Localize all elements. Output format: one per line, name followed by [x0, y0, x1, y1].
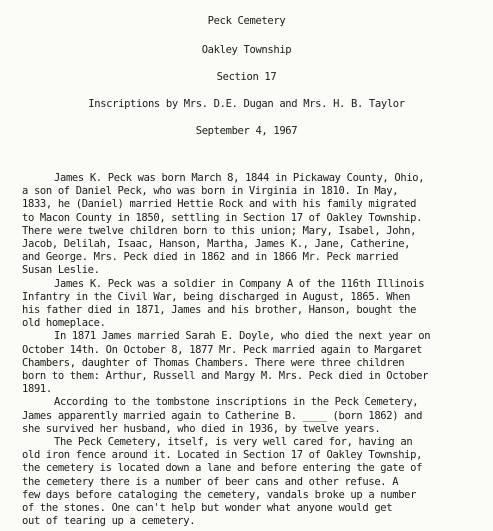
body-line: James K. Peck was a soldier in Company A of the 116th Illinois [54, 277, 425, 290]
document-title: Peck Cemetery [207, 15, 286, 27]
body-line: out of tearing up a cemetery. [22, 515, 196, 528]
body-line: Chambers, daughter of Thomas Chambers. There were three children [22, 356, 405, 369]
body-line: 1891. [22, 383, 52, 396]
body-line: James apparently married again to Catherine B. ____ (born 1862) and [22, 409, 423, 422]
body-line: There were twelve children born to this union; Mary, Isabel, John, [22, 224, 417, 237]
body-line: few days before cataloging the cemetery, vandals broke up a number [22, 488, 417, 501]
body-line: According to the tombstone inscriptions in the Peck Cemetery, [54, 396, 419, 409]
inscriptions-credit: Inscriptions by Mrs. D.E. Dugan and Mrs. H. B. Taylor [88, 98, 405, 110]
body-line: In 1871 James married Sarah E. Doyle, who died the next year on [54, 330, 431, 343]
body-line: The Peck Cemetery, itself, is very well cared for, having an [54, 436, 413, 448]
body-line: his father died in 1871, James and his brother, Hanson, bought the [22, 304, 417, 316]
body-line: the cemetery there is a number of beer cans and other refuse. A [22, 475, 399, 488]
body-line: Infantry in the Civil War, being discharged in August, 1865. When [22, 290, 411, 303]
body-line: born to them: Arthur, Russell and Margy M. Mrs. Peck died in October [22, 370, 429, 382]
body-line: old iron fence around it. Located in Section 17 of Oakley Township, [22, 449, 423, 462]
township-heading: Oakley Township [201, 44, 292, 56]
body-line: a son of Daniel Peck, who was born in Virginia in 1810. In May, [22, 185, 399, 198]
body-line: James K. Peck was born March 8, 1844 in Pickaway County, Ohio, [54, 172, 425, 184]
body-line: of the stones. One can't help but wonder what anyone would get [22, 502, 393, 514]
body-line: Jacob, Delilah, Isaac, Hanson, Martha, James K., Jane, Catherine, [22, 238, 411, 250]
body-line: the cemetery is located down a lane and before entering the gate of [22, 462, 423, 475]
section-heading: Section 17 [216, 71, 277, 83]
body-line: to Macon County in 1850, settling in Section 17 of Oakley Township. [22, 211, 423, 224]
document-date: September 4, 1967 [195, 125, 298, 137]
body-line: she survived her husband, who died in 1936, by twelve years. [22, 422, 381, 435]
body-line: 1833, he (Daniel) married Hettie Rock and with his family migrated [22, 198, 417, 211]
body-line: old homeplace. [22, 317, 106, 330]
body-line: and George. Mrs. Peck died in 1862 and in 1866 Mr. Peck married [22, 251, 399, 264]
body-line: Susan Leslie. [22, 264, 100, 277]
body-line: October 14th. On October 8, 1877 Mr. Peck married again to Margaret [22, 343, 423, 356]
